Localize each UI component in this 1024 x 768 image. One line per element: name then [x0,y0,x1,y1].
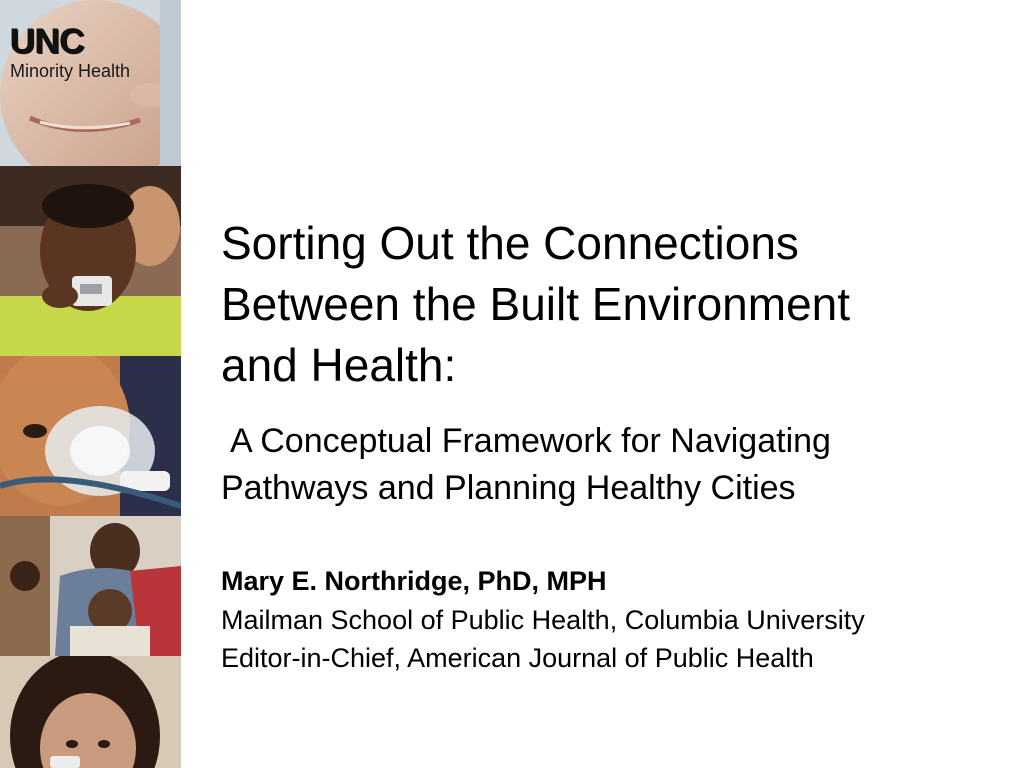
title-line: Sorting Out the Connections [221,217,799,269]
mother-and-child-clinic-photo [0,516,181,656]
title-line: and Health: [221,339,457,391]
subtitle-line: Pathways and Planning Healthy Cities [221,469,796,507]
slide-title [221,213,981,396]
logo-subtitle: Minority Health [10,61,131,81]
author-role: Editor-in-Chief, American Journal of Public Health [221,643,814,673]
child-with-nebulizer-mask-photo [0,356,181,516]
author-affiliation: Mailman School of Public Health, Columbia University [221,605,865,635]
child-with-inhaler-photo [0,166,181,356]
slide-subtitle [221,418,1001,512]
author-name: Mary E. Northridge, PhD, MPH [221,566,607,596]
title-line: Between the Built Environment [221,278,851,330]
subtitle-line: A Conceptual Framework for Navigating [230,422,831,460]
unc-minority-health-logo [0,0,181,90]
photo-strip [0,0,181,768]
girl-with-inhaler-photo [0,656,181,768]
logo-brand: UNC [10,22,85,61]
